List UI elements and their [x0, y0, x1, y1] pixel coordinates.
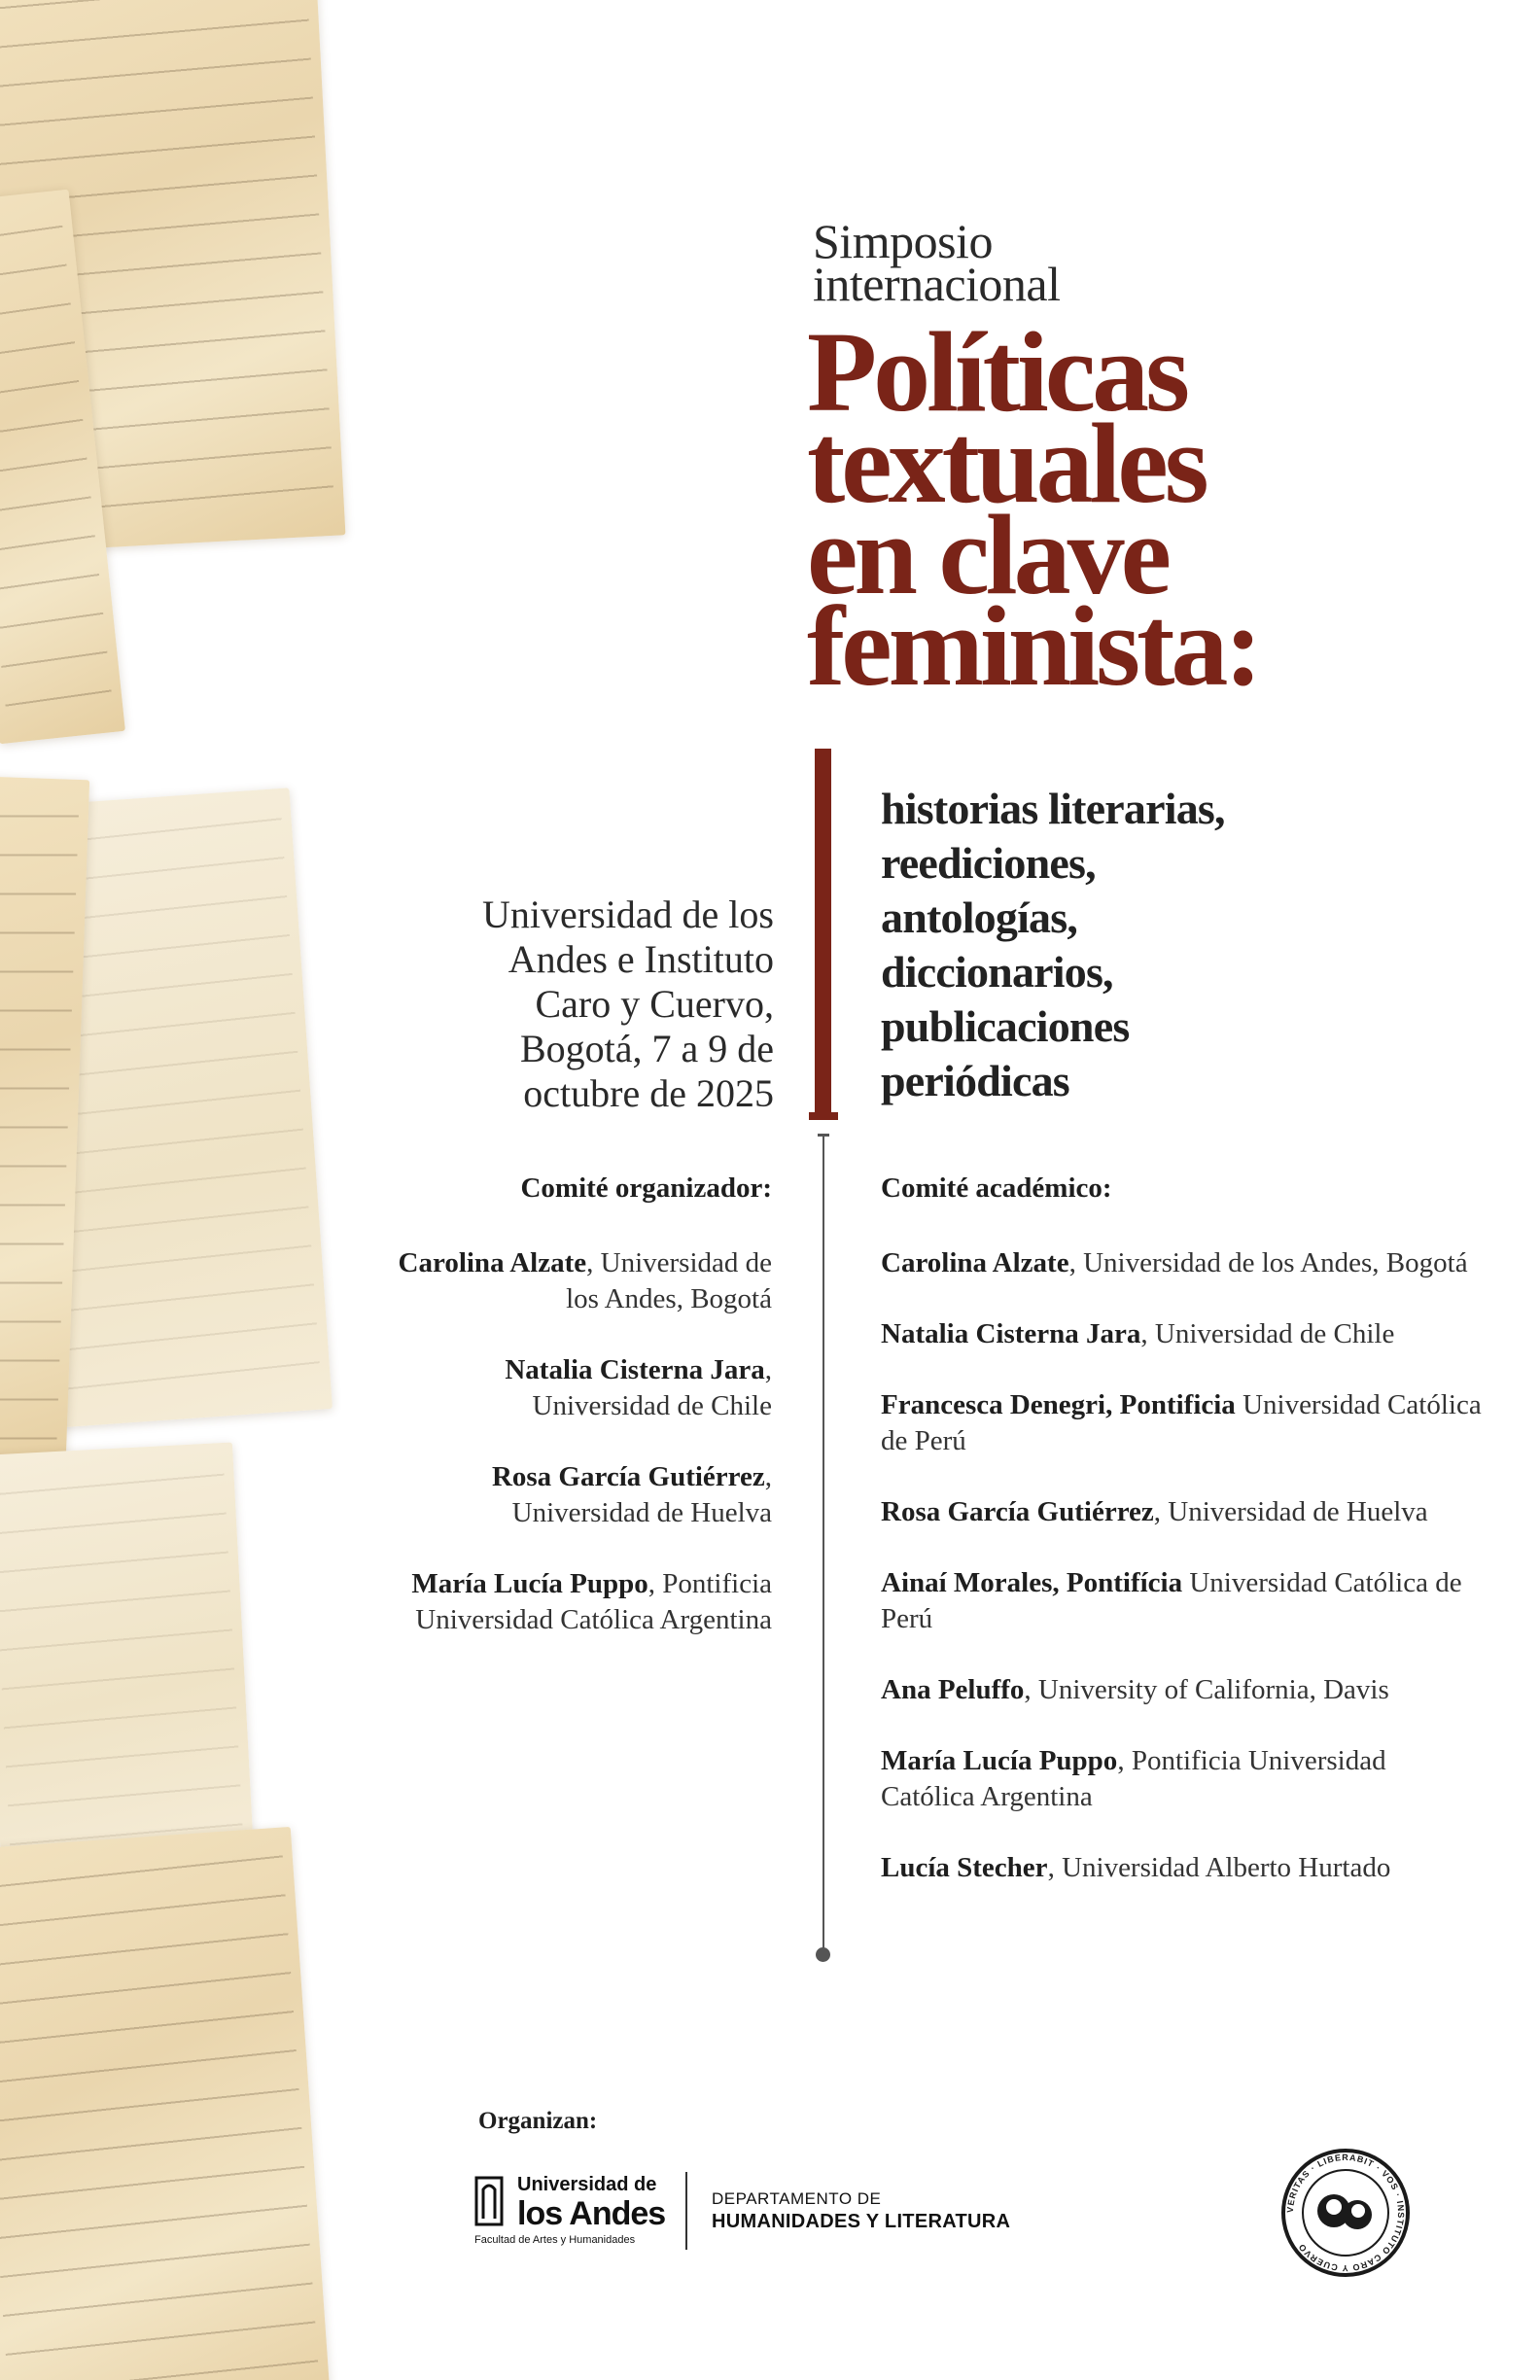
logo-text: Universidad de	[517, 2174, 657, 2195]
member-affiliation: , Universidad Alberto Hurtado	[1047, 1852, 1391, 1883]
timeline-line	[822, 1136, 824, 1954]
manuscript-background	[0, 0, 369, 2380]
accent-bar	[815, 749, 831, 1118]
member-affiliation: Universidad Católica de Perú	[881, 1567, 1462, 1634]
committee-member	[881, 1494, 1484, 1530]
committee-member	[881, 1245, 1484, 1281]
committee-member	[881, 1316, 1484, 1352]
timeline-dot	[816, 1947, 830, 1962]
member-affiliation: , Universidad de Chile	[532, 1354, 772, 1421]
member-name: Rosa García Gutiérrez	[491, 1461, 765, 1492]
venue-and-dates: Universidad de los Andes e Instituto Caro y Cuervo, Bogotá, 7 a 9 de octubre de 2025	[482, 892, 774, 1115]
organizing-committee	[383, 1172, 772, 1673]
academic-committee-title: Comité académico:	[881, 1172, 1112, 1204]
committee-member	[881, 1743, 1484, 1815]
organizers-label: Organizan:	[478, 2108, 598, 2134]
universidad-de-los-andes-logo	[474, 2172, 665, 2252]
member-name: María Lucía Puppo	[411, 1568, 648, 1599]
member-affiliation: , Universidad de Huelva	[1153, 1496, 1428, 1527]
member-affiliation: Universidad Católica de Perú	[881, 1389, 1482, 1456]
department-line: HUMANIDADES Y LITERATURA	[712, 2211, 1011, 2232]
member-affiliation: , Universidad de los Andes, Bogotá	[1068, 1247, 1468, 1278]
logo-subtext: Facultad de Artes y Humanidades	[474, 2234, 636, 2246]
committee-member	[383, 1245, 772, 1317]
manuscript-page	[0, 1442, 254, 1863]
department-line: DEPARTAMENTO DE	[712, 2189, 882, 2208]
manuscript-page	[0, 1827, 332, 2380]
event-type-line: Simposio	[813, 214, 993, 268]
committee-member	[881, 1850, 1484, 1886]
event-type	[813, 214, 1061, 311]
logo-divider	[685, 2172, 687, 2250]
logo-text: los Andes	[517, 2195, 666, 2232]
committee-member	[881, 1387, 1484, 1459]
instituto-caro-y-cuervo-seal-icon	[1279, 2147, 1412, 2279]
accent-bar-foot	[809, 1112, 838, 1120]
academic-committee	[881, 1172, 1484, 1921]
member-name: María Lucía Puppo	[881, 1745, 1118, 1776]
member-affiliation: , Universidad de Chile	[1140, 1318, 1395, 1349]
member-name: Ainaí Morales, Pontifícia	[881, 1567, 1183, 1598]
svg-text:VERITAS · LIBERABIT · VOS · IN: VERITAS · LIBERABIT · VOS · INSTITUTO CARO Y CUERVO	[1284, 2152, 1407, 2274]
member-name: Carolina Alzate	[398, 1247, 587, 1278]
member-name: Rosa García Gutiérrez	[881, 1496, 1154, 1527]
organizing-committee-title: Comité organizador:	[520, 1172, 772, 1204]
committee-member	[881, 1565, 1484, 1637]
committee-member	[383, 1352, 772, 1424]
member-affiliation: , Universidad de Huelva	[511, 1461, 772, 1528]
member-name: Ana Peluffo	[881, 1674, 1025, 1705]
member-affiliation: , University of California, Davis	[1024, 1674, 1389, 1705]
member-name: Carolina Alzate	[881, 1247, 1069, 1278]
andes-emblem-icon	[474, 2176, 504, 2226]
page-title: Políticas textuales en clave feminista:	[807, 308, 1259, 710]
committee-member	[383, 1459, 772, 1531]
event-type-line: internacional	[813, 257, 1061, 311]
department-logo	[712, 2189, 1010, 2233]
member-affiliation: , Pontificia Universidad Católica Argentina	[415, 1568, 772, 1635]
member-name: Natalia Cisterna Jara	[505, 1354, 765, 1385]
member-name: Francesca Denegri, Pontificia	[881, 1389, 1236, 1420]
committee-member	[383, 1566, 772, 1638]
member-affiliation: , Universidad de los Andes, Bogotá	[566, 1247, 772, 1314]
member-name: Natalia Cisterna Jara	[881, 1318, 1141, 1349]
title-topics: historias literarias, reediciones, antologías, diccionarios, publicaciones periódicas	[881, 784, 1225, 1105]
member-name: Lucía Stecher	[881, 1852, 1048, 1883]
committee-member	[881, 1672, 1484, 1708]
member-affiliation: , Pontificia Universidad Católica Argentina	[881, 1745, 1386, 1812]
